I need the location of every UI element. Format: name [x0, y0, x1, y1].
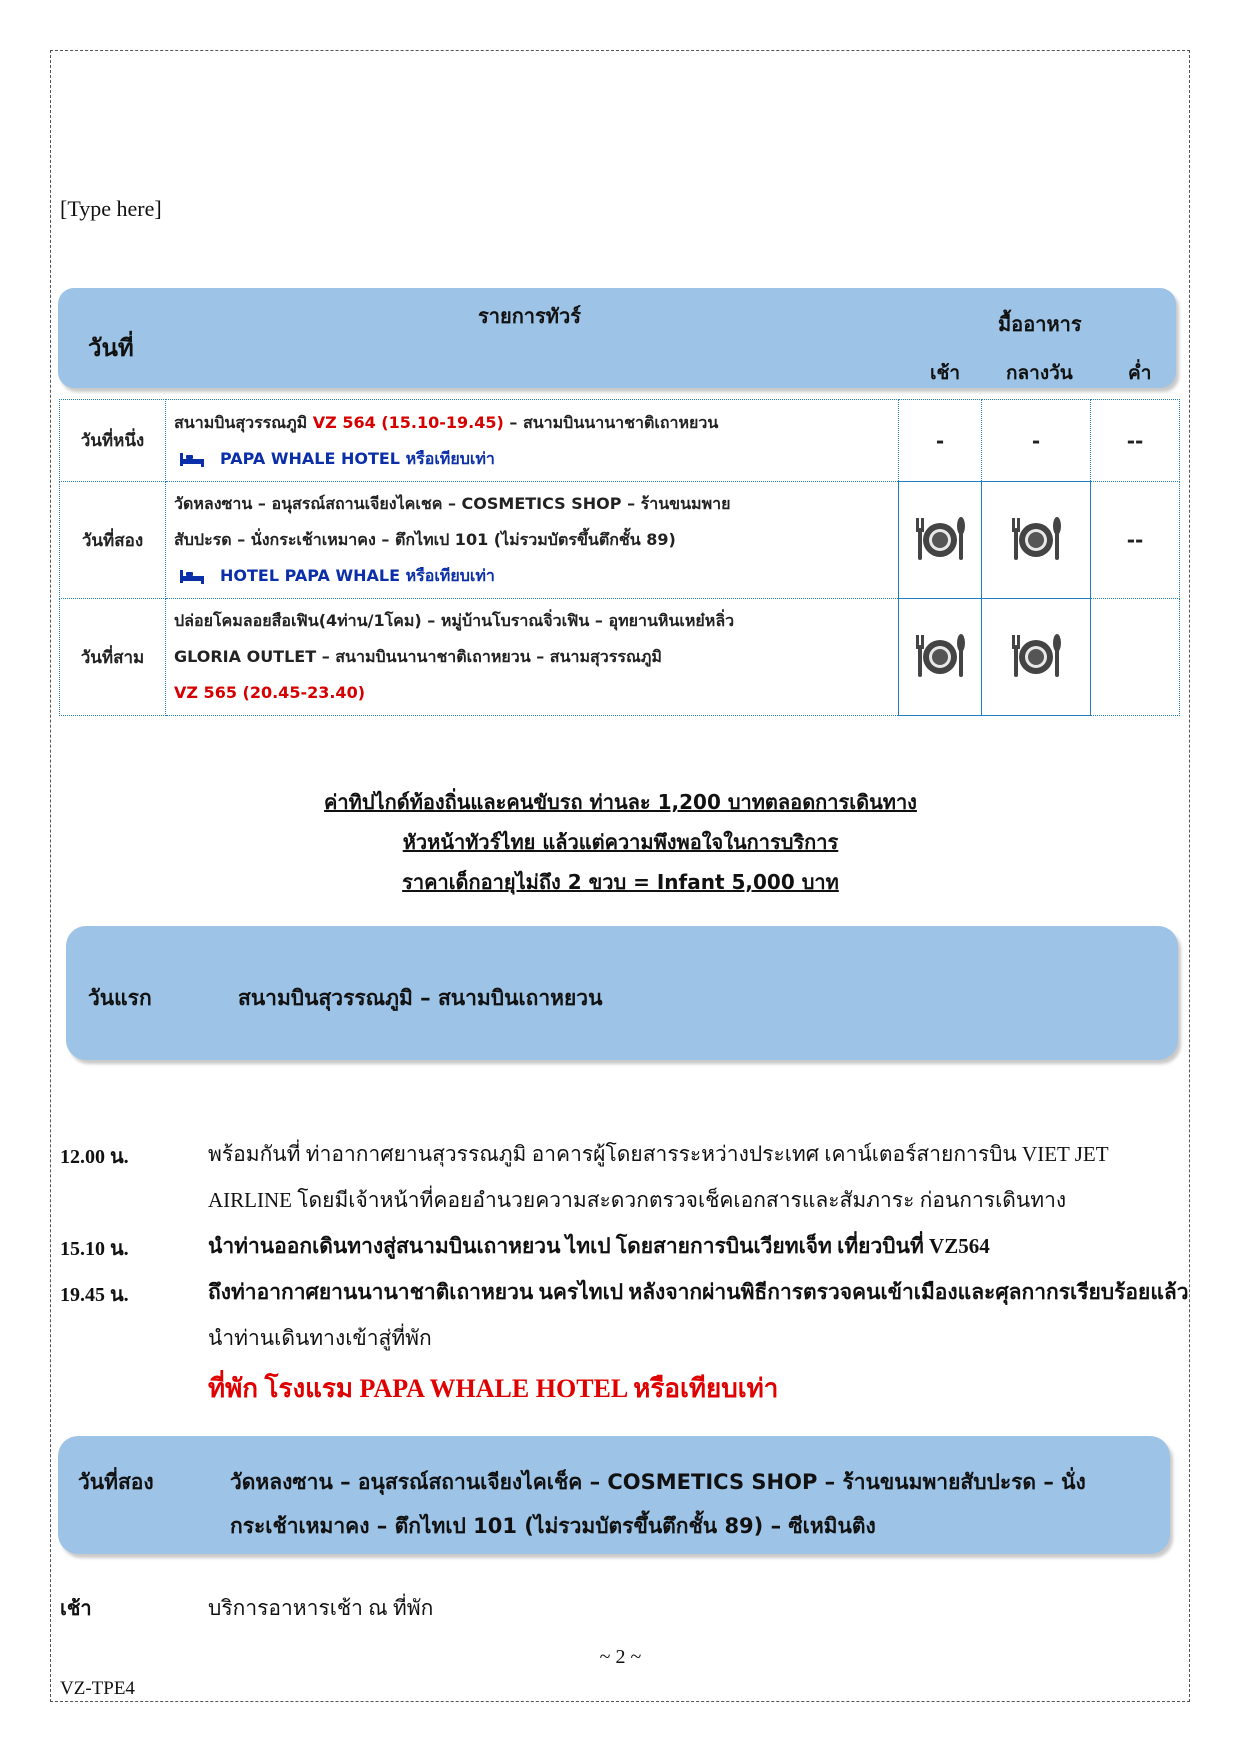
hotel-line: ที่พัก โรงแรม PAPA WHALE HOTEL หรือเทียบเท่า — [208, 1374, 779, 1403]
lunch-cell — [982, 482, 1091, 599]
lunch-cell: - — [982, 400, 1091, 482]
row-text: – สนามบินนานาชาติเถาหยวน — [503, 412, 719, 432]
day2-title: กระเช้าเหมาคง – ตึกไทเป 101 (ไม่รวมบัตรขึ้นตึกชั้น 89) – ซีเหมินติง — [230, 1514, 876, 1538]
dinner-cell: -- — [1091, 482, 1180, 599]
row-program — [166, 599, 899, 716]
notice-infant-price: ราคาเด็กอายุไม่ถึง 2 ขวบ = Infant 5,000 บาท — [402, 870, 839, 894]
row-day: วันที่สอง — [60, 482, 166, 599]
breakfast-cell — [899, 482, 982, 599]
row-text: สับปะรด – นั่งกระเช้าเหมาคง – ตึกไทเป 101 (ไม่รวมบัตรขึ้นตึกชั้น 89) — [174, 530, 676, 549]
dinner-cell: -- — [1091, 400, 1180, 482]
itinerary-header-banner — [58, 288, 1176, 388]
hotel-name: HOTEL PAPA WHALE หรือเทียบเท่า — [220, 566, 495, 585]
page-number: ~ 2 ~ — [599, 1646, 642, 1668]
row-text: วัดหลงซาน – อนุสรณ์สถานเจียงไคเชค – COSMETICS SHOP – ร้านขนมพาย — [174, 494, 731, 513]
row-text: ปล่อยโคมลอยสือเฟิน(4ท่าน/1โคม) – หมู่บ้านโบราณจิ่วเฟิน – อุทยานหินเหย๋หลิ่ว — [174, 611, 735, 630]
footer-code: VZ-TPE4 — [60, 1678, 135, 1699]
day2-title: วัดหลงซาน – อนุสรณ์สถานเจียงไคเช็ค – COSMETICS SHOP – ร้านขนมพายสับปะรด – นั่ง — [230, 1470, 1086, 1494]
plate-cutlery-icon — [1008, 629, 1064, 681]
plate-cutlery-icon — [1008, 512, 1064, 564]
dinner-cell — [1091, 599, 1180, 716]
header-lunch: กลางวัน — [1006, 362, 1073, 384]
plate-cutlery-icon — [912, 512, 968, 564]
flight-number: VZ 564 (15.10-19.45) — [312, 412, 504, 432]
header-day: วันที่ — [88, 334, 134, 362]
plate-cutlery-icon — [912, 629, 968, 681]
schedule-text: ถึงท่าอากาศยานนานาชาติเถาหยวน นครไทเป หลังจากผ่านพิธีการตรวจคนเข้าเมืองและศุลกากรเรียบร้อยแล้ว — [208, 1280, 1189, 1304]
breakfast-cell — [899, 599, 982, 716]
row-program — [166, 482, 899, 599]
row-day: วันที่หนึ่ง — [60, 400, 166, 482]
table-row — [60, 599, 1180, 716]
row-text: สนามบินสุวรรณภูมิ — [174, 412, 313, 432]
header-program: รายการทัวร์ — [478, 304, 581, 328]
header-dinner: ค่ำ — [1128, 362, 1152, 384]
schedule-text: นำท่านเดินทางเข้าสู่ที่พัก — [208, 1326, 432, 1350]
day2-banner — [58, 1436, 1170, 1554]
flight-number: VZ 565 (20.45-23.40) — [174, 683, 366, 702]
notice-tip: ค่าทิปไกด์ท้องถิ่นและคนขับรถ ท่านละ 1,200 บาทตลอดการเดินทาง — [324, 790, 917, 814]
breakfast-cell: - — [899, 400, 982, 482]
header-breakfast: เช้า — [930, 362, 961, 384]
bed-icon — [178, 450, 206, 468]
hotel-name: PAPA WHALE HOTEL หรือเทียบเท่า — [220, 448, 495, 468]
schedule-text: นำท่านออกเดินทางสู่สนามบินเถาหยวน ไทเป โดยสายการบินเวียทเจ็ท เที่ยวบินที่ VZ564 — [208, 1234, 990, 1258]
schedule-text: พร้อมกันที่ ท่าอากาศยานสุวรรณภูมิ อาคารผู้โดยสารระหว่างประเทศ เคาน์เตอร์สายการบิน VIET JET — [208, 1142, 1109, 1166]
header-placeholder: [Type here] — [60, 196, 162, 221]
schedule-text: AIRLINE โดยมีเจ้าหน้าที่คอยอำนวยความสะดวกตรวจเช็คเอกสารและสัมภาระ ก่อนการเดินทาง — [208, 1188, 1067, 1212]
schedule-time: 15.10 น. — [60, 1238, 129, 1260]
day1-title: สนามบินสุวรรณภูมิ – สนามบินเถาหยวน — [238, 986, 603, 1010]
meal-label: เช้า — [60, 1598, 92, 1620]
day1-label: วันแรก — [88, 986, 152, 1010]
schedule-time: 19.45 น. — [60, 1284, 129, 1306]
table-row — [60, 400, 1180, 482]
header-meals: มื้ออาหาร — [998, 312, 1082, 336]
row-text: GLORIA OUTLET – สนามบินนานาชาติเถาหยวน – สนามสุวรรณภูมิ — [174, 647, 662, 666]
notice-tour-leader: หัวหน้าทัวร์ไทย แล้วแต่ความพึงพอใจในการบริการ — [402, 830, 839, 854]
day1-banner — [66, 926, 1178, 1060]
row-program — [166, 400, 899, 482]
meal-text: บริการอาหารเช้า ณ ที่พัก — [208, 1596, 434, 1620]
bed-icon — [178, 567, 206, 585]
schedule-time: 12.00 น. — [60, 1146, 129, 1168]
row-day: วันที่สาม — [60, 599, 166, 716]
table-row — [60, 482, 1180, 599]
lunch-cell — [982, 599, 1091, 716]
itinerary-table — [59, 399, 1180, 716]
day2-label: วันที่สอง — [78, 1470, 154, 1494]
